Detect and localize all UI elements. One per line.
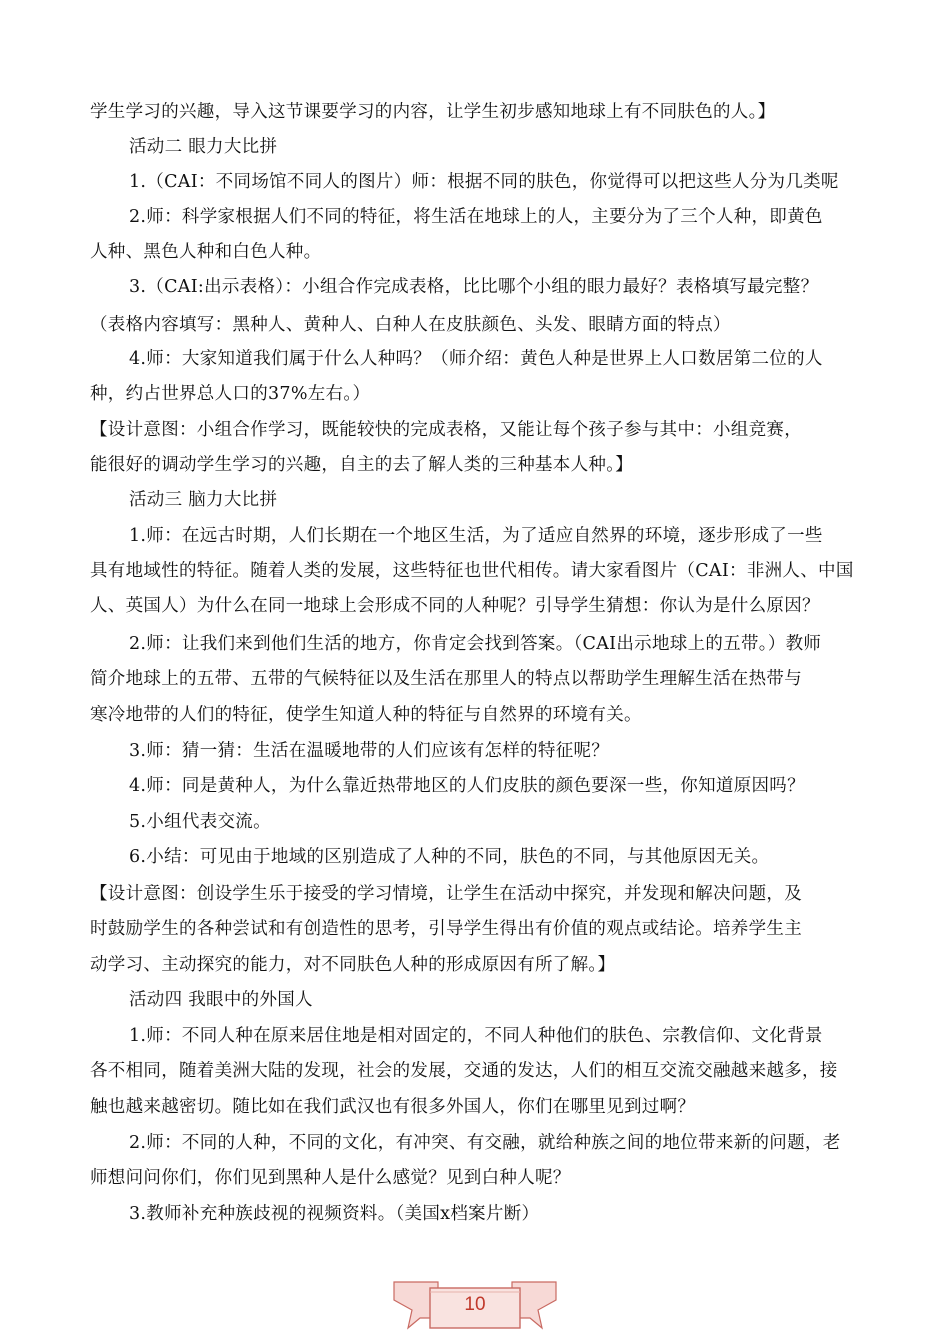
text-line: 各不相同，随着美洲大陆的发现，社会的发展，交通的发达，人们的相互交流交融越来越多，接 [90,1061,838,1081]
text-line: 4.师：大家知道我们属于什么人种吗？（师介绍：黄色人种是世界上人口数居第二位的人 [129,349,823,369]
text-line: 寒冷地带的人们的特征，使学生知道人种的特征与自然界的环境有关。 [90,705,642,725]
text-line: 2.师：不同的人种，不同的文化，有冲突、有交融，就给种族之间的地位带来新的问题，老 [129,1133,841,1153]
text-line: 【设计意图：创设学生乐于接受的学习情境，让学生在活动中探究，并发现和解决问题，及 [90,884,802,904]
text-line: 时鼓励学生的各种尝试和有创造性的思考，引导学生得出有价值的观点或结论。培养学生主 [90,919,802,939]
text-line: 动学习、主动探究的能力，对不同肤色人种的形成原因有所了解。】 [90,955,616,975]
text-line: 6.小结：可见由于地域的区别造成了人种的不同，肤色的不同，与其他原因无关。 [129,847,770,867]
text-line: 种，约占世界总人口的37%左右。） [90,384,371,404]
text-line: 5.小组代表交流。 [129,812,271,832]
text-line: 人种、黑色人种和白色人种。 [90,242,322,262]
text-line: 1.师：不同人种在原来居住地是相对固定的，不同人种他们的肤色、宗教信仰、文化背景 [129,1026,823,1046]
text-line: 1.（CAI：不同场馆不同人的图片）师：根据不同的肤色，你觉得可以把这些人分为几类呢 [129,172,839,192]
text-line: 2.师：让我们来到他们生活的地方，你肯定会找到答案。（CAI出示地球上的五带。）教师 [129,634,822,654]
text-line: （表格内容填写：黑种人、黄种人、白种人在皮肤颜色、头发、眼睛方面的特点） [90,315,731,335]
text-line: 3.师：猜一猜：生活在温暖地带的人们应该有怎样的特征呢？ [129,741,610,761]
text-line: 能很好的调动学生学习的兴趣，自主的去了解人类的三种基本人种。】 [90,455,634,475]
text-line: 【设计意图：小组合作学习，既能较快的完成表格，又能让每个孩子参与其中：小组竞赛， [90,420,802,440]
page-number-ribbon [390,1274,560,1336]
section-heading: 活动二 眼力大比拼 [129,137,278,157]
section-heading: 活动四 我眼中的外国人 [129,990,313,1010]
text-line: 简介地球上的五带、五带的气候特征以及生活在那里人的特点以帮助学生理解生活在热带与 [90,669,802,689]
page-number: 10 [464,1294,486,1315]
text-line: 师想问问你们，你们见到黑种人是什么感觉？见到白种人呢？ [90,1168,571,1188]
text-line: 触也越来越密切。随比如在我们武汉也有很多外国人，你们在哪里见到过啊？ [90,1097,696,1117]
text-line: 4.师：同是黄种人，为什么靠近热带地区的人们皮肤的颜色要深一些，你知道原因吗？ [129,776,805,796]
text-line: 3.（CAI:出示表格）：小组合作完成表格，比比哪个小组的眼力最好？表格填写最完整？ [129,277,819,297]
text-line: 具有地域性的特征。随着人类的发展，这些特征也世代相传。请大家看图片（CAI：非洲人、中国 [90,561,854,581]
text-line: 2.师：科学家根据人们不同的特征，将生活在地球上的人，主要分为了三个人种，即黄色 [129,207,823,227]
section-heading: 活动三 脑力大比拼 [129,490,278,510]
text-line: 1.师：在远古时期，人们长期在一个地区生活，为了适应自然界的环境，逐步形成了一些 [129,526,823,546]
text-line: 人、英国人）为什么在同一地球上会形成不同的人种呢？引导学生猜想：你认为是什么原因？ [90,596,820,616]
text-line: 学生学习的兴趣，导入这节课要学习的内容，让学生初步感知地球上有不同肤色的人。】 [90,102,776,122]
text-line: 3.教师补充种族歧视的视频资料。（美国x档案片断） [129,1204,540,1224]
